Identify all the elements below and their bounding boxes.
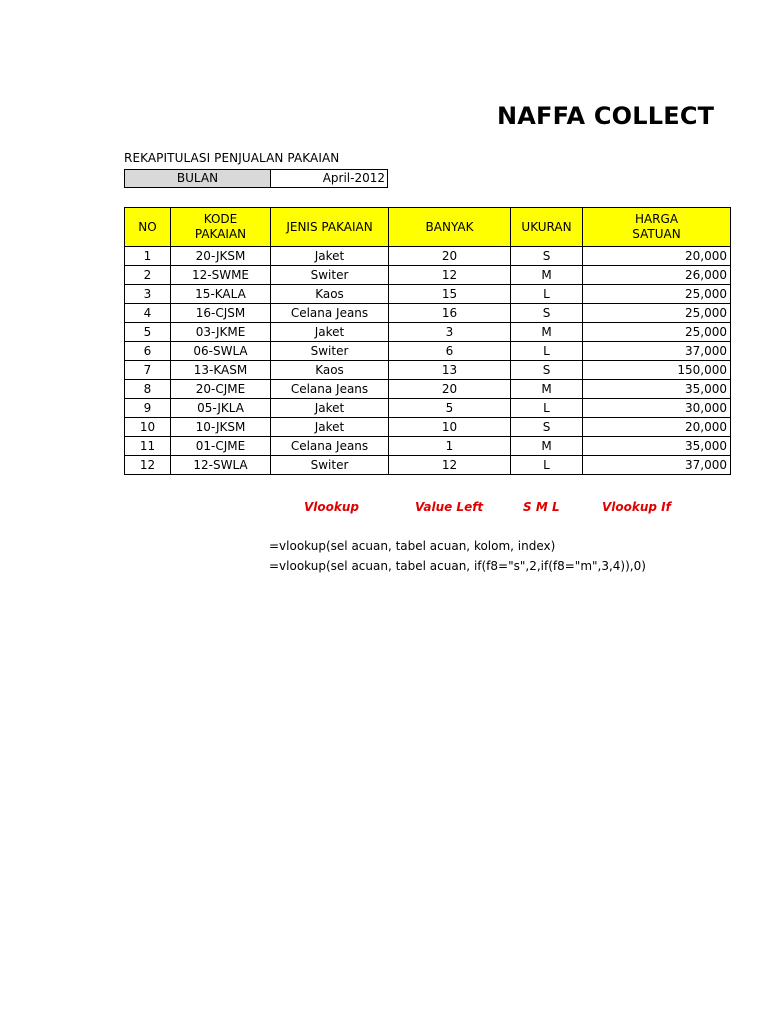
cell-jenis[interactable]: Switer [271,456,389,475]
cell-harga[interactable]: 30,000 [583,399,731,418]
header-ukuran: UKURAN [511,208,583,247]
cell-no[interactable]: 2 [125,266,171,285]
cell-jenis[interactable]: Jaket [271,323,389,342]
cell-banyak[interactable]: 1 [389,437,511,456]
table-row [125,247,731,266]
table-header-row [125,208,731,247]
cell-kode[interactable]: 03-JKME [171,323,271,342]
table-row [125,285,731,304]
cell-kode[interactable]: 13-KASM [171,361,271,380]
function-label-sml: S M L [523,500,560,514]
header-no: NO [125,208,171,247]
cell-ukuran[interactable]: M [511,380,583,399]
cell-no[interactable]: 4 [125,304,171,323]
cell-no[interactable]: 1 [125,247,171,266]
formula-line-2: =vlookup(sel acuan, tabel acuan, if(f8="s",2,if(f8="m",3,4)),0) [269,559,646,573]
cell-kode[interactable]: 20-JKSM [171,247,271,266]
cell-banyak[interactable]: 5 [389,399,511,418]
cell-kode[interactable]: 01-CJME [171,437,271,456]
cell-no[interactable]: 7 [125,361,171,380]
table-row [125,323,731,342]
cell-ukuran[interactable]: L [511,285,583,304]
cell-harga[interactable]: 25,000 [583,304,731,323]
cell-ukuran[interactable]: S [511,304,583,323]
cell-banyak[interactable]: 6 [389,342,511,361]
cell-jenis[interactable]: Kaos [271,361,389,380]
cell-harga[interactable]: 20,000 [583,418,731,437]
cell-ukuran[interactable]: S [511,361,583,380]
month-value[interactable]: April-2012 [322,171,385,185]
table-row [125,266,731,285]
cell-banyak[interactable]: 20 [389,380,511,399]
cell-jenis[interactable]: Switer [271,342,389,361]
cell-jenis[interactable]: Kaos [271,285,389,304]
cell-no[interactable]: 10 [125,418,171,437]
report-subtitle: REKAPITULASI PENJUALAN PAKAIAN [124,151,340,165]
header-harga: HARGA SATUAN [583,208,731,247]
cell-harga[interactable]: 35,000 [583,437,731,456]
cell-no[interactable]: 11 [125,437,171,456]
cell-no[interactable]: 9 [125,399,171,418]
table-row [125,399,731,418]
cell-ukuran[interactable]: M [511,437,583,456]
cell-banyak[interactable]: 15 [389,285,511,304]
cell-harga[interactable]: 37,000 [583,342,731,361]
table-row [125,361,731,380]
cell-harga[interactable]: 25,000 [583,285,731,304]
report-title: NAFFA COLLECT [497,102,715,130]
cell-harga[interactable]: 25,000 [583,323,731,342]
cell-banyak[interactable]: 12 [389,456,511,475]
table-row [125,380,731,399]
header-banyak: BANYAK [389,208,511,247]
cell-jenis[interactable]: Celana Jeans [271,437,389,456]
cell-ukuran[interactable]: S [511,418,583,437]
header-kode: KODE PAKAIAN [171,208,271,247]
month-label: BULAN [125,170,271,187]
formula-line-1: =vlookup(sel acuan, tabel acuan, kolom, index) [269,539,556,553]
cell-harga[interactable]: 20,000 [583,247,731,266]
cell-kode[interactable]: 05-JKLA [171,399,271,418]
cell-banyak[interactable]: 20 [389,247,511,266]
cell-harga[interactable]: 26,000 [583,266,731,285]
cell-no[interactable]: 3 [125,285,171,304]
cell-jenis[interactable]: Jaket [271,399,389,418]
table-row [125,456,731,475]
cell-jenis[interactable]: Jaket [271,418,389,437]
cell-jenis[interactable]: Celana Jeans [271,304,389,323]
cell-jenis[interactable]: Switer [271,266,389,285]
cell-ukuran[interactable]: S [511,247,583,266]
cell-kode[interactable]: 12-SWME [171,266,271,285]
month-row [124,169,388,188]
function-label-vlookup-if: Vlookup If [602,500,671,514]
cell-no[interactable]: 5 [125,323,171,342]
table-row [125,304,731,323]
cell-kode[interactable]: 15-KALA [171,285,271,304]
cell-banyak[interactable]: 3 [389,323,511,342]
cell-no[interactable]: 8 [125,380,171,399]
function-label-value-left: Value Left [415,500,484,514]
table-row [125,437,731,456]
cell-jenis[interactable]: Jaket [271,247,389,266]
cell-banyak[interactable]: 13 [389,361,511,380]
cell-harga[interactable]: 35,000 [583,380,731,399]
cell-kode[interactable]: 20-CJME [171,380,271,399]
cell-ukuran[interactable]: L [511,342,583,361]
cell-banyak[interactable]: 16 [389,304,511,323]
cell-ukuran[interactable]: M [511,266,583,285]
cell-banyak[interactable]: 12 [389,266,511,285]
cell-harga[interactable]: 150,000 [583,361,731,380]
table-row [125,418,731,437]
function-label-vlookup: Vlookup [304,500,360,514]
cell-ukuran[interactable]: L [511,399,583,418]
header-jenis: JENIS PAKAIAN [271,208,389,247]
cell-kode[interactable]: 06-SWLA [171,342,271,361]
cell-jenis[interactable]: Celana Jeans [271,380,389,399]
cell-ukuran[interactable]: L [511,456,583,475]
cell-no[interactable]: 6 [125,342,171,361]
cell-harga[interactable]: 37,000 [583,456,731,475]
sales-table [124,207,731,475]
cell-kode[interactable]: 16-CJSM [171,304,271,323]
cell-ukuran[interactable]: M [511,323,583,342]
cell-banyak[interactable]: 10 [389,418,511,437]
cell-kode[interactable]: 12-SWLA [171,456,271,475]
cell-no[interactable]: 12 [125,456,171,475]
table-row [125,342,731,361]
cell-kode[interactable]: 10-JKSM [171,418,271,437]
